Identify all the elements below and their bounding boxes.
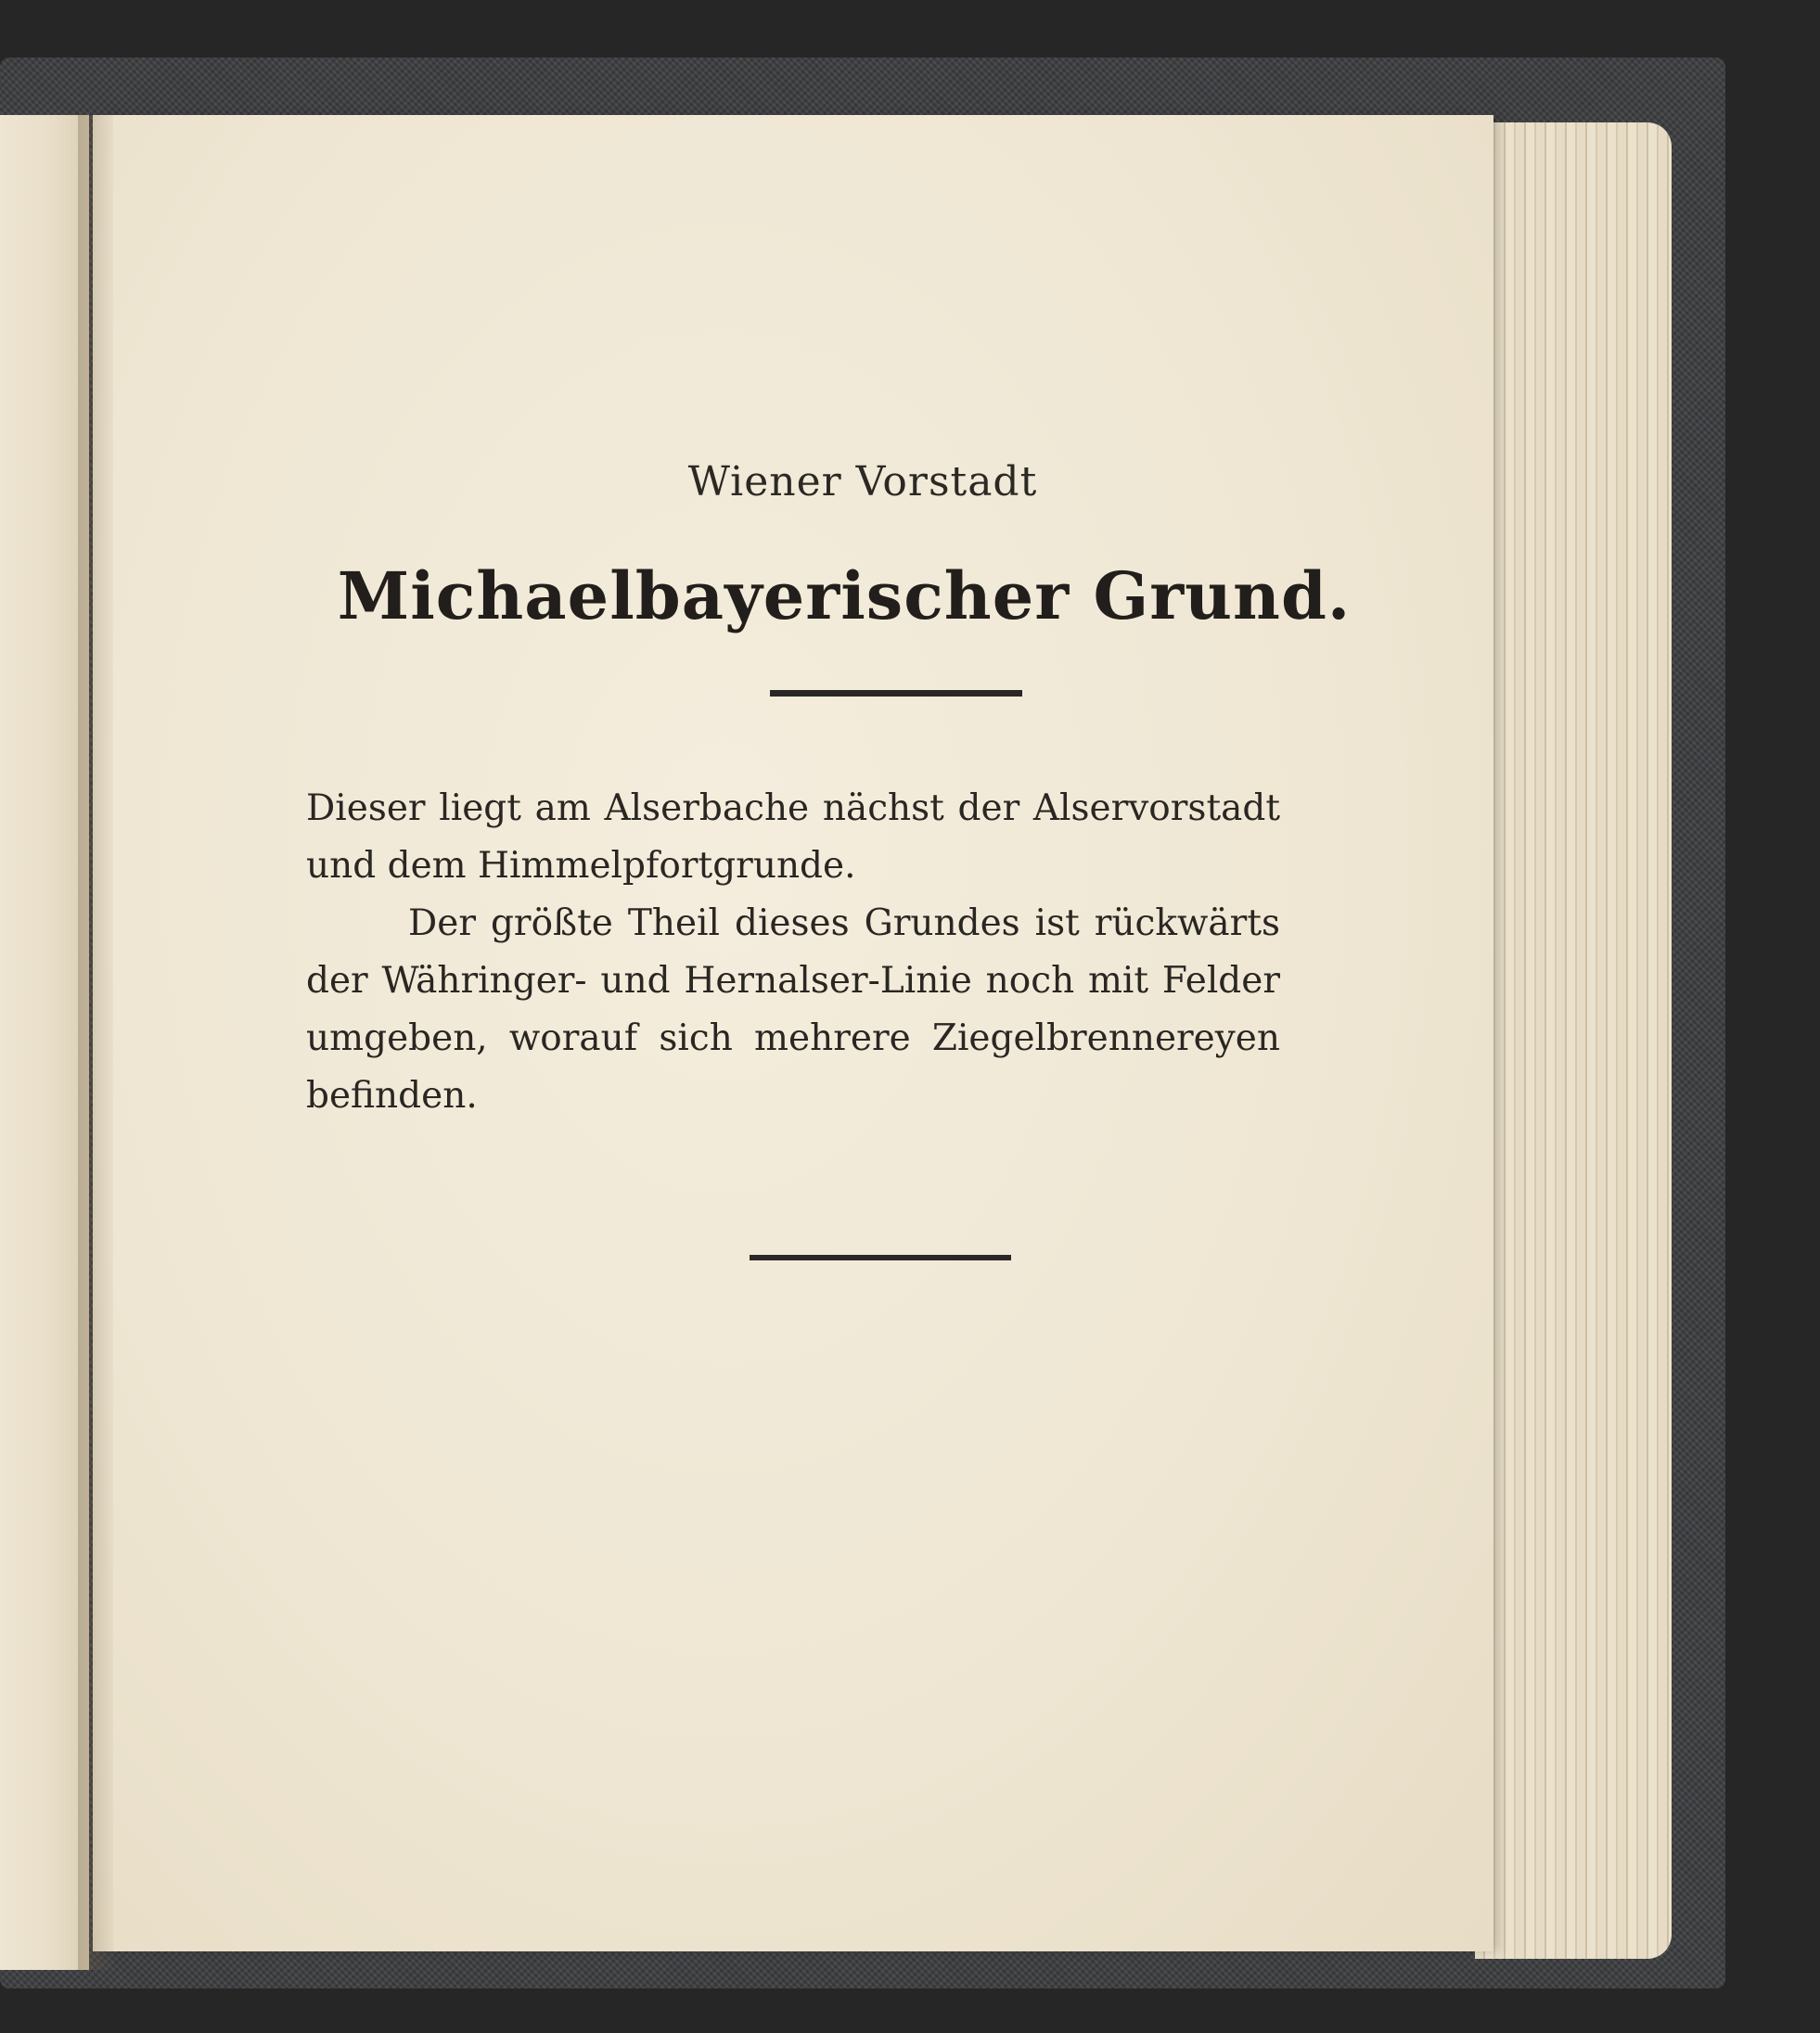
gutter-shadow	[78, 115, 113, 1970]
book-page	[93, 115, 1493, 1951]
paragraph-1: Dieser liegt am Alserbache nächst der Alservorstadt und dem Himmelpfortgrunde.	[306, 787, 1280, 887]
page-subtitle: Wiener Vorstadt	[687, 458, 1038, 505]
body-text	[306, 780, 1280, 1125]
page-stack-edges	[1475, 122, 1672, 1959]
page-title: Michaelbayerischer Grund.	[337, 557, 1352, 634]
facing-page-edge	[0, 115, 89, 1970]
bottom-divider	[750, 1255, 1011, 1260]
top-divider	[770, 690, 1022, 697]
paragraph-2: Der größte Theil dieses Grundes ist rückwärts der Währinger- und Hernalser-Linie noch mit Felder umgeben, worauf sich mehrere Ziegelbrennereyen befinden.	[306, 902, 1280, 1117]
page-content	[306, 458, 1382, 1260]
